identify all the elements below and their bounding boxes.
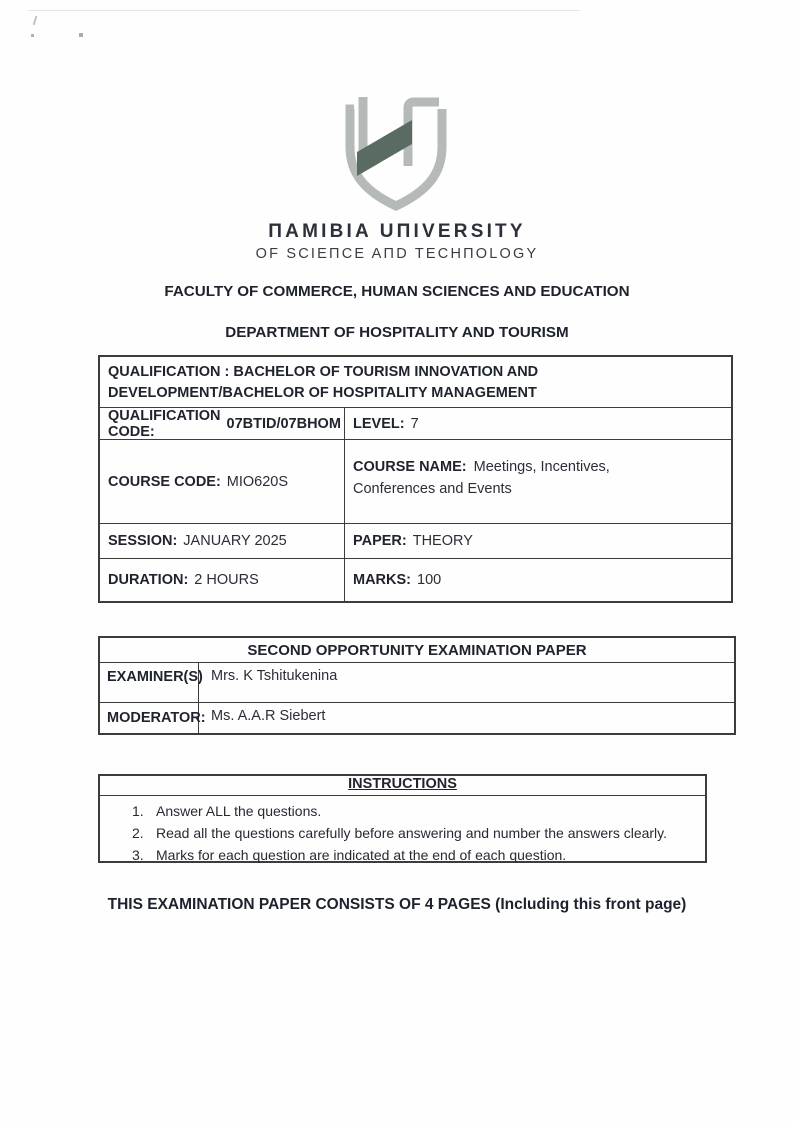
course-name-value: Meetings, Incentives, Conferences and Events [353,459,610,497]
course-code-cell [100,440,345,523]
instruction-text: Read all the questions carefully before answering and number the answers clearly. [156,825,668,841]
duration-value: 2 HOURS [194,572,259,588]
course-name-label: COURSE NAME: [353,459,467,475]
instructions-list [100,796,705,866]
qualification-code-label: QUALIFICATION CODE: [108,407,221,440]
scan-artifact-line [28,10,580,11]
level-label: LEVEL: [353,415,405,432]
session-row [100,523,731,558]
scan-artifact-mark [31,34,34,37]
moderator-row [100,702,734,733]
level-cell [345,408,731,439]
course-code-label: COURSE CODE: [108,473,221,490]
qualification-code-value: 07BTID/07BHOM [226,415,341,432]
course-code-value: MIO620S [226,473,289,490]
marks-label: MARKS: [353,572,411,588]
session-cell [100,524,345,558]
moderator-value: Ms. A.A.R Siebert [211,708,326,724]
instruction-item [132,844,695,866]
instruction-number: 3. [132,847,144,863]
university-wordmark: ΠAMIBIA UΠIVERSITY [268,221,526,242]
instruction-number: 2. [132,825,144,841]
nust-shield-logo-icon [341,95,451,217]
scan-artifact-mark [33,16,38,25]
moderator-label: MODERATOR: [100,703,199,733]
exam-paper-title: SECOND OPPORTUNITY EXAMINATION PAPER [247,641,587,659]
instructions-title: INSTRUCTIONS [100,776,705,796]
qualification-code-row [100,407,731,439]
duration-cell [100,559,345,601]
examiner-row [100,662,734,702]
qualification-row [100,357,731,407]
course-name-cell [345,440,731,523]
university-wordmark-sub: OF SCIEΠCE AΠD TECHΠOLOGY [255,246,539,262]
paper-label: PAPER: [353,533,407,549]
instruction-number: 1. [132,803,144,819]
duration-label: DURATION: [108,572,189,588]
marks-cell [345,559,731,601]
instruction-item [132,800,695,822]
paper-cell [345,524,731,558]
exam-paper-table [98,636,736,735]
course-info-table [98,355,733,603]
session-value: JANUARY 2025 [183,533,287,549]
instruction-text: Answer ALL the questions. [156,803,322,819]
instructions-box [98,774,707,863]
faculty-heading: FACULTY OF COMMERCE, HUMAN SCIENCES AND EDUCATION [164,283,630,300]
instruction-item [132,822,695,844]
paper-value: THEORY [412,533,473,549]
department-heading: DEPARTMENT OF HOSPITALITY AND TOURISM [225,324,569,341]
instruction-text: Marks for each question are indicated at the end of each question. [156,847,567,863]
examiner-label: EXAMINER(S) [100,663,199,702]
qualification-code-cell [100,408,345,439]
page-count-note: THIS EXAMINATION PAPER CONSISTS OF 4 PAGES (Including this front page) [107,896,687,913]
examiner-value: Mrs. K Tshitukenina [211,668,338,684]
qualification-text: QUALIFICATION : BACHELOR OF TOURISM INNOVATION AND DEVELOPMENT/BACHELOR OF HOSPITALITY MANAGEMENT [108,364,539,401]
course-row [100,439,731,523]
scan-artifact-mark [79,33,83,37]
session-label: SESSION: [108,533,178,549]
marks-value: 100 [417,572,442,588]
level-value: 7 [410,415,419,432]
duration-row [100,558,731,601]
